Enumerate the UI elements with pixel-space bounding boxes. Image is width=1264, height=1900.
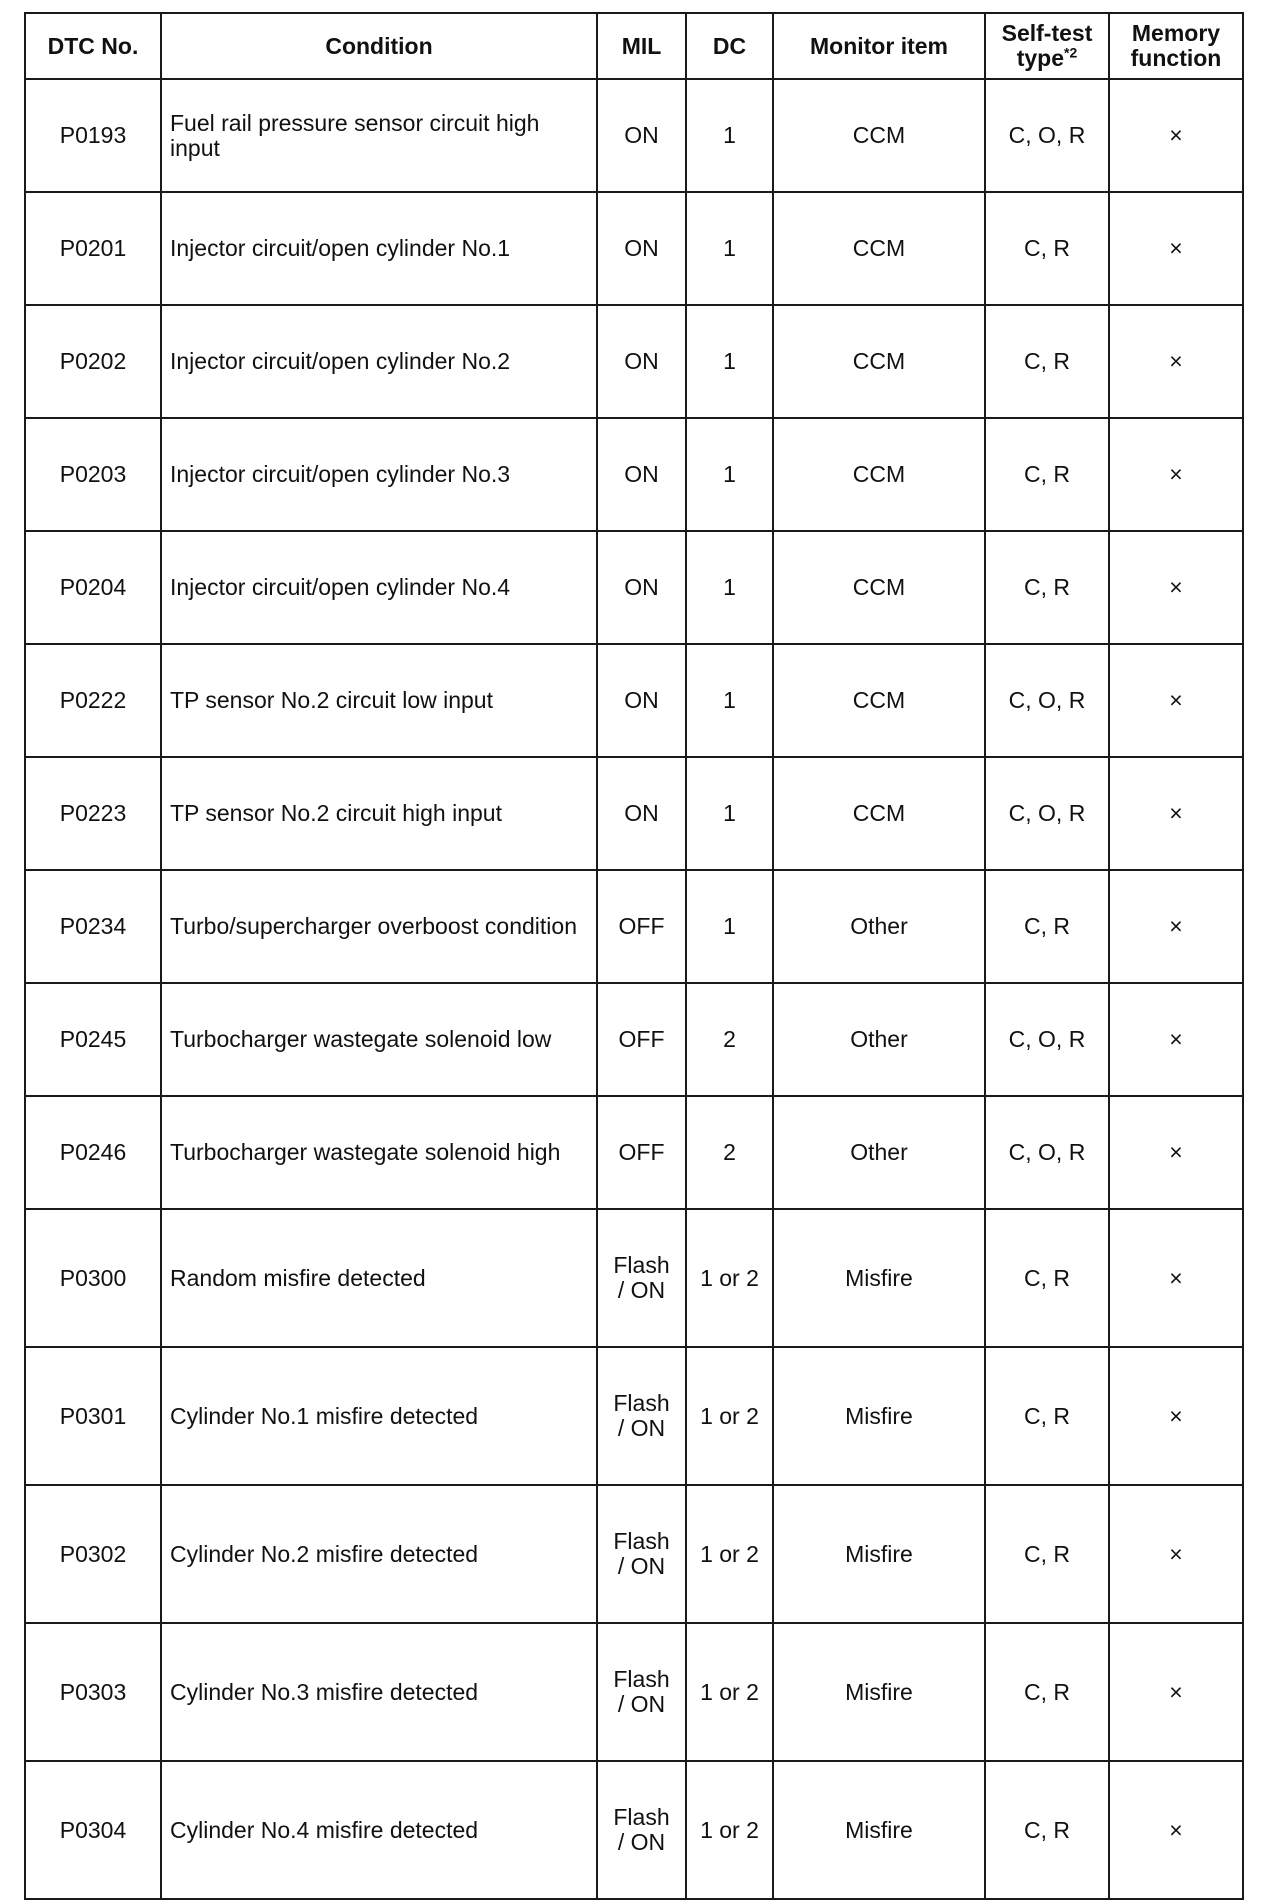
cell-monitor-item: Other	[773, 870, 985, 983]
cell-self-test-type: C, R	[985, 1347, 1109, 1485]
cell-self-test-type: C, O, R	[985, 644, 1109, 757]
cell-condition: Cylinder No.1 misfire detected	[161, 1347, 597, 1485]
cell-dc: 1 or 2	[686, 1761, 773, 1899]
cell-dtc-code: P0193	[25, 79, 161, 192]
cell-dc: 1	[686, 644, 773, 757]
header-memory-line1: Memory	[1131, 20, 1221, 46]
cell-condition: Cylinder No.2 misfire detected	[161, 1485, 597, 1623]
cell-monitor-item: Other	[773, 1096, 985, 1209]
cell-mil: ON	[597, 757, 686, 870]
cell-condition: Cylinder No.3 misfire detected	[161, 1623, 597, 1761]
cell-dtc-code: P0223	[25, 757, 161, 870]
cell-dtc-code: P0303	[25, 1623, 161, 1761]
table-row	[25, 418, 1243, 531]
cell-dc: 1	[686, 192, 773, 305]
cell-dtc-code: P0245	[25, 983, 161, 1096]
header-memory-line2: function	[1130, 45, 1222, 71]
cell-dc: 1 or 2	[686, 1623, 773, 1761]
cell-dc: 1	[686, 870, 773, 983]
cell-condition: TP sensor No.2 circuit low input	[161, 644, 597, 757]
cell-self-test-type: C, R	[985, 1761, 1109, 1899]
table-row	[25, 1623, 1243, 1761]
cell-mil: OFF	[597, 983, 686, 1096]
cell-mil: ON	[597, 531, 686, 644]
cell-self-test-type: C, O, R	[985, 757, 1109, 870]
cell-condition: Turbocharger wastegate solenoid low	[161, 983, 597, 1096]
table-row	[25, 1096, 1243, 1209]
cell-condition: Turbocharger wastegate solenoid high	[161, 1096, 597, 1209]
cell-self-test-type: C, R	[985, 1623, 1109, 1761]
cell-self-test-type: C, O, R	[985, 79, 1109, 192]
cell-self-test-type: C, R	[985, 305, 1109, 418]
header-self-test-line2: type	[1016, 45, 1065, 71]
cell-monitor-item: CCM	[773, 79, 985, 192]
cell-self-test-type: C, R	[985, 1485, 1109, 1623]
cell-condition: TP sensor No.2 circuit high input	[161, 757, 597, 870]
cell-condition: Injector circuit/open cylinder No.4	[161, 531, 597, 644]
cell-condition: Injector circuit/open cylinder No.3	[161, 418, 597, 531]
cell-dc: 1 or 2	[686, 1209, 773, 1347]
table-row	[25, 1209, 1243, 1347]
cell-dtc-code: P0304	[25, 1761, 161, 1899]
cell-condition: Fuel rail pressure sensor circuit high input	[161, 79, 597, 192]
cell-dc: 1 or 2	[686, 1485, 773, 1623]
cell-monitor-item: CCM	[773, 192, 985, 305]
cell-mil: ON	[597, 79, 686, 192]
cell-self-test-type: C, R	[985, 870, 1109, 983]
cell-dtc-code: P0234	[25, 870, 161, 983]
cell-dc: 1	[686, 757, 773, 870]
cell-condition: Injector circuit/open cylinder No.2	[161, 305, 597, 418]
cell-monitor-item: Misfire	[773, 1623, 985, 1761]
cell-monitor-item: Misfire	[773, 1209, 985, 1347]
cell-mil: ON	[597, 305, 686, 418]
cell-monitor-item: CCM	[773, 644, 985, 757]
cell-monitor-item: CCM	[773, 305, 985, 418]
cell-mil: Flash / ON	[597, 1485, 686, 1623]
footnote-marker: *2	[1064, 44, 1078, 61]
table-row	[25, 1485, 1243, 1623]
cell-dtc-code: P0246	[25, 1096, 161, 1209]
cell-memory-function: ×	[1109, 1761, 1243, 1899]
cell-memory-function: ×	[1109, 305, 1243, 418]
header-dtc-no: DTC No.	[25, 13, 161, 79]
cell-monitor-item: CCM	[773, 757, 985, 870]
cell-memory-function: ×	[1109, 1096, 1243, 1209]
cell-memory-function: ×	[1109, 644, 1243, 757]
cell-dtc-code: P0301	[25, 1347, 161, 1485]
cell-dc: 1	[686, 305, 773, 418]
cell-dc: 2	[686, 983, 773, 1096]
cell-dc: 1	[686, 79, 773, 192]
cell-dtc-code: P0302	[25, 1485, 161, 1623]
cell-monitor-item: Misfire	[773, 1347, 985, 1485]
cell-monitor-item: Misfire	[773, 1485, 985, 1623]
cell-mil: Flash / ON	[597, 1209, 686, 1347]
table-row	[25, 305, 1243, 418]
cell-mil: ON	[597, 192, 686, 305]
cell-condition: Random misfire detected	[161, 1209, 597, 1347]
table-row	[25, 983, 1243, 1096]
table-row	[25, 870, 1243, 983]
table-row	[25, 192, 1243, 305]
cell-dc: 1 or 2	[686, 1347, 773, 1485]
cell-dc: 2	[686, 1096, 773, 1209]
cell-dtc-code: P0300	[25, 1209, 161, 1347]
header-row	[25, 13, 1243, 79]
cell-dtc-code: P0201	[25, 192, 161, 305]
cell-memory-function: ×	[1109, 1209, 1243, 1347]
cell-condition: Turbo/supercharger overboost condition	[161, 870, 597, 983]
table-row	[25, 531, 1243, 644]
cell-mil: OFF	[597, 1096, 686, 1209]
cell-mil: ON	[597, 644, 686, 757]
cell-mil: Flash / ON	[597, 1623, 686, 1761]
cell-dtc-code: P0222	[25, 644, 161, 757]
cell-memory-function: ×	[1109, 1485, 1243, 1623]
cell-self-test-type: C, R	[985, 192, 1109, 305]
cell-self-test-type: C, R	[985, 531, 1109, 644]
header-self-test-type	[985, 13, 1109, 79]
header-memory-function	[1109, 13, 1243, 79]
cell-monitor-item: Misfire	[773, 1761, 985, 1899]
header-dc: DC	[686, 13, 773, 79]
cell-memory-function: ×	[1109, 870, 1243, 983]
header-self-test-line1: Self-test	[1001, 20, 1093, 46]
cell-condition: Injector circuit/open cylinder No.1	[161, 192, 597, 305]
cell-memory-function: ×	[1109, 418, 1243, 531]
cell-mil: Flash / ON	[597, 1761, 686, 1899]
dtc-table-page	[24, 12, 1242, 1900]
cell-mil: Flash / ON	[597, 1347, 686, 1485]
cell-monitor-item: CCM	[773, 418, 985, 531]
cell-condition: Cylinder No.4 misfire detected	[161, 1761, 597, 1899]
header-condition: Condition	[161, 13, 597, 79]
cell-dc: 1	[686, 418, 773, 531]
table-row	[25, 757, 1243, 870]
cell-memory-function: ×	[1109, 79, 1243, 192]
cell-memory-function: ×	[1109, 1623, 1243, 1761]
table-body	[25, 79, 1243, 1899]
table-row	[25, 1347, 1243, 1485]
cell-dtc-code: P0203	[25, 418, 161, 531]
cell-dtc-code: P0202	[25, 305, 161, 418]
cell-dtc-code: P0204	[25, 531, 161, 644]
table-row	[25, 1761, 1243, 1899]
cell-self-test-type: C, R	[985, 1209, 1109, 1347]
cell-memory-function: ×	[1109, 983, 1243, 1096]
cell-self-test-type: C, O, R	[985, 983, 1109, 1096]
header-mil: MIL	[597, 13, 686, 79]
cell-dc: 1	[686, 531, 773, 644]
dtc-table	[24, 12, 1244, 1900]
cell-self-test-type: C, R	[985, 418, 1109, 531]
cell-mil: OFF	[597, 870, 686, 983]
cell-memory-function: ×	[1109, 1347, 1243, 1485]
cell-monitor-item: Other	[773, 983, 985, 1096]
cell-memory-function: ×	[1109, 757, 1243, 870]
table-row	[25, 644, 1243, 757]
cell-self-test-type: C, O, R	[985, 1096, 1109, 1209]
header-monitor-item: Monitor item	[773, 13, 985, 79]
cell-mil: ON	[597, 418, 686, 531]
cell-monitor-item: CCM	[773, 531, 985, 644]
table-row	[25, 79, 1243, 192]
cell-memory-function: ×	[1109, 192, 1243, 305]
cell-memory-function: ×	[1109, 531, 1243, 644]
